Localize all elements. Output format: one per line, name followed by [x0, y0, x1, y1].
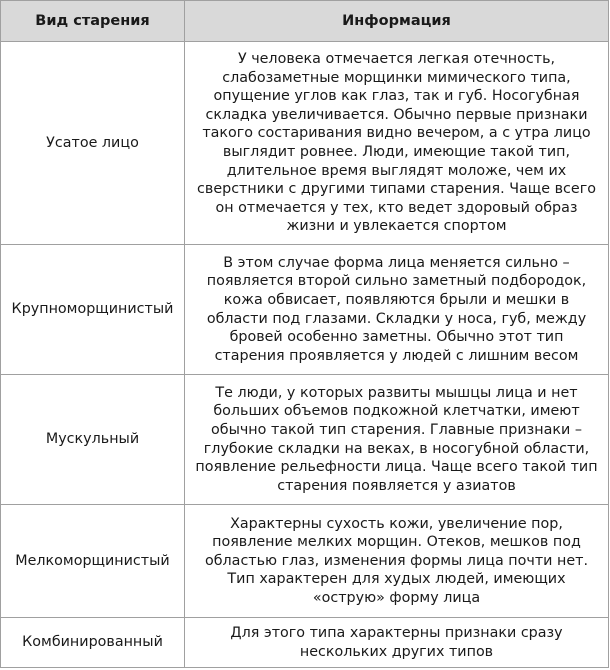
- cell-type: Мускульный: [1, 375, 185, 505]
- header-type: Вид старения: [1, 1, 185, 42]
- cell-info: В этом случае форма лица меняется сильно – появляется второй сильно заметный подбородок, кожа обвисает, появляются брыли и мешки в области под глазами. Складки у носа, губ, между бровей особенно заметны. Обычно этот тип старения проявляется у людей с лишним весом: [185, 245, 609, 375]
- table-header-row: [1, 1, 609, 42]
- cell-type: Усатое лицо: [1, 42, 185, 245]
- cell-info: Те люди, у которых развиты мышцы лица и нет больших объемов подкожной клетчатки, имеют обычно такой тип старения. Главные признаки – глубокие складки на веках, в носогубной области, появление рельефности лица. Чаще всего такой тип старения появляется у азиатов: [185, 375, 609, 505]
- cell-info: Характерны сухость кожи, увеличение пор, появление мелких морщин. Отеков, мешков под областью глаз, изменения формы лица почти нет. Тип характерен для худых людей, имеющих «острую» форму лица: [185, 505, 609, 618]
- table-row: [1, 618, 609, 668]
- table-row: [1, 42, 609, 245]
- cell-type: Мелкоморщинистый: [1, 505, 185, 618]
- table-row: [1, 505, 609, 618]
- cell-type: Крупноморщинистый: [1, 245, 185, 375]
- table-row: [1, 245, 609, 375]
- cell-info: Для этого типа характерны признаки сразу нескольких других типов: [185, 618, 609, 668]
- cell-info: У человека отмечается легкая отечность, слабозаметные морщинки мимического типа, опущение углов как глаз, так и губ. Носогубная складка увеличивается. Обычно первые признаки такого состаривания видно вечером, а с утра лицо выглядит ровнее. Люди, имеющие такой тип, длительное время выглядят моложе, чем их сверстники с другими типами старения. Чаще всего он отмечается у тех, кто ведет здоровый образ жизни и увлекается спортом: [185, 42, 609, 245]
- header-info: Информация: [185, 1, 609, 42]
- table-row: [1, 375, 609, 505]
- cell-type: Комбинированный: [1, 618, 185, 668]
